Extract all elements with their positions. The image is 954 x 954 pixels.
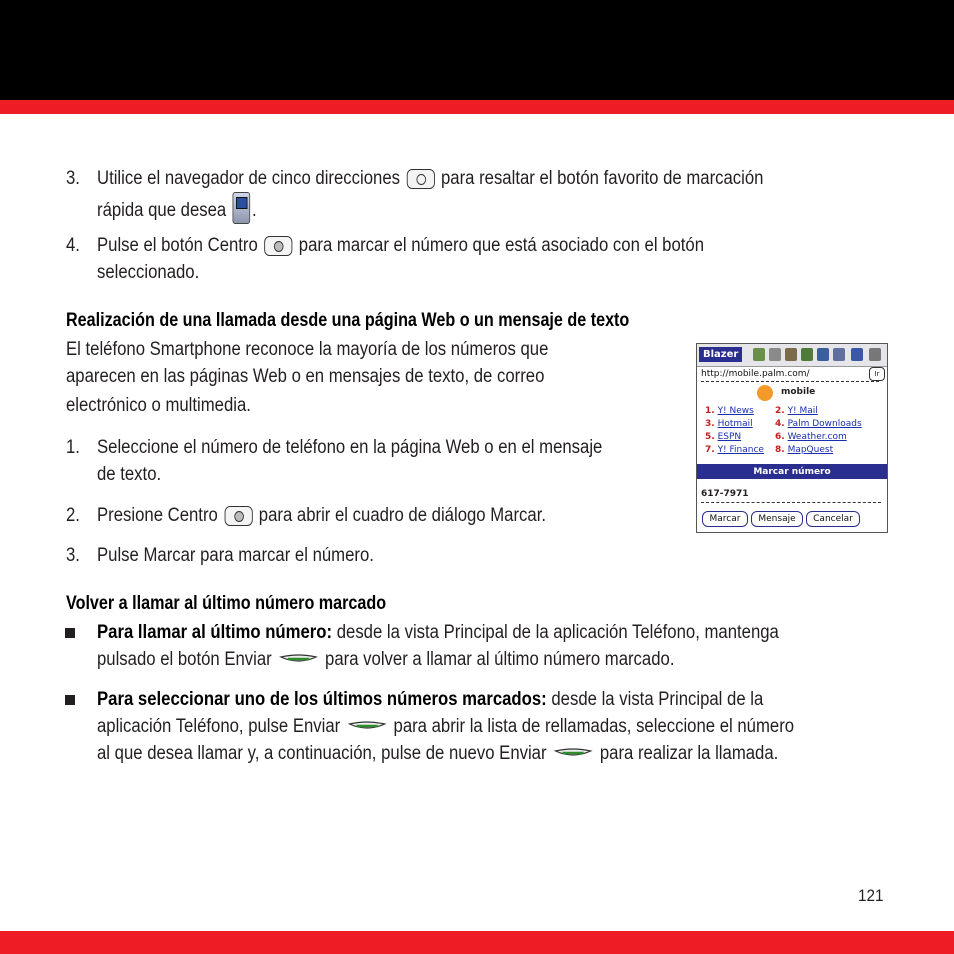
dial-button: Marcar xyxy=(702,511,748,527)
intro-text: aparecen en las páginas Web o en mensajes de texto, de correo xyxy=(66,366,545,387)
step-text: Utilice el navegador de cinco direcciones para resaltar el botón favorito de marcación xyxy=(97,168,764,189)
step-text: Presione Centro para abrir el cuadro de diálogo Marcar. xyxy=(97,505,546,526)
step-number: 4. xyxy=(66,235,80,256)
center-button-icon xyxy=(264,236,292,256)
bullet-text: al que desea llamar y, a continuación, pulse de nuevo Enviar para realizar la llamada. xyxy=(97,743,779,764)
yahoo-logo-icon xyxy=(757,385,773,401)
step-number: 3. xyxy=(66,168,80,189)
dial-dialog xyxy=(697,464,887,533)
dialog-underline xyxy=(701,502,881,503)
page-icon xyxy=(833,348,845,361)
forward-icon xyxy=(769,348,781,361)
cancel-button: Cancelar xyxy=(806,511,860,527)
link-item: 8. MapQuest xyxy=(775,445,834,455)
url-field: http://mobile.palm.com/ xyxy=(701,368,879,382)
bookmark-icon xyxy=(817,348,829,361)
app-title: Blazer xyxy=(699,347,742,362)
bullet-marker xyxy=(65,628,75,638)
step-text: rápida que desea . xyxy=(97,195,257,227)
bullet-text: Para llamar al último número: desde la vista Principal de la aplicación Teléfono, mantenga xyxy=(97,622,779,643)
bullet-text: aplicación Teléfono, pulse Enviar para abrir la lista de rellamadas, seleccione el número xyxy=(97,716,795,737)
bullet-marker xyxy=(65,695,75,705)
refresh-icon xyxy=(801,348,813,361)
step-text: Pulse el botón Centro para marcar el número que está asociado con el botón xyxy=(97,235,705,256)
page-number: 121 xyxy=(858,886,884,905)
link-item: 1. Y! News xyxy=(705,406,754,416)
dialog-number: 617-7971 xyxy=(701,489,749,499)
speed-dial-favorite-icon xyxy=(233,192,251,224)
link-item: 2. Y! Mail xyxy=(775,406,818,416)
section-heading: Volver a llamar al último número marcado xyxy=(66,593,387,614)
bullet-text: Para seleccionar uno de los últimos números marcados: desde la vista Principal de la xyxy=(97,689,764,710)
menu-icon xyxy=(851,348,863,361)
step-text: de texto. xyxy=(97,464,162,485)
step-text: Seleccione el número de teléfono en la página Web o en el mensaje xyxy=(97,437,603,458)
message-button: Mensaje xyxy=(751,511,803,527)
send-button-icon xyxy=(348,720,387,734)
send-button-icon xyxy=(279,653,318,667)
link-item: 4. Palm Downloads xyxy=(775,419,862,429)
go-button: Ir xyxy=(869,367,885,381)
logo-text: mobile xyxy=(781,387,816,397)
bullet-text: pulsado el botón Enviar para volver a llamar al último número marcado. xyxy=(97,649,675,670)
header-red-stripe xyxy=(0,100,954,114)
back-icon xyxy=(753,348,765,361)
header-black-band xyxy=(0,0,954,100)
home-icon xyxy=(785,348,797,361)
link-item: 5. ESPN xyxy=(705,432,742,442)
signal-icon xyxy=(869,348,881,361)
send-button-icon xyxy=(554,747,593,761)
five-way-navigator-icon xyxy=(406,169,434,189)
intro-text: El teléfono Smartphone reconoce la mayoría de los números que xyxy=(66,339,549,360)
step-number: 2. xyxy=(66,505,80,526)
step-number: 1. xyxy=(66,437,80,458)
footer-red-band xyxy=(0,931,954,954)
dialog-title: Marcar número xyxy=(697,465,887,479)
link-item: 6. Weather.com xyxy=(775,432,847,442)
step-text: seleccionado. xyxy=(97,262,200,283)
step-number: 3. xyxy=(66,545,80,566)
link-item: 7. Y! Finance xyxy=(705,445,764,455)
center-button-icon xyxy=(224,506,252,526)
link-item: 3. Hotmail xyxy=(705,419,753,429)
section-heading: Realización de una llamada desde una página Web o un mensaje de texto xyxy=(66,310,630,331)
browser-toolbar xyxy=(697,344,887,367)
phone-browser-screenshot xyxy=(696,343,888,533)
intro-text: electrónico o multimedia. xyxy=(66,395,251,416)
step-text: Pulse Marcar para marcar el número. xyxy=(97,545,374,566)
